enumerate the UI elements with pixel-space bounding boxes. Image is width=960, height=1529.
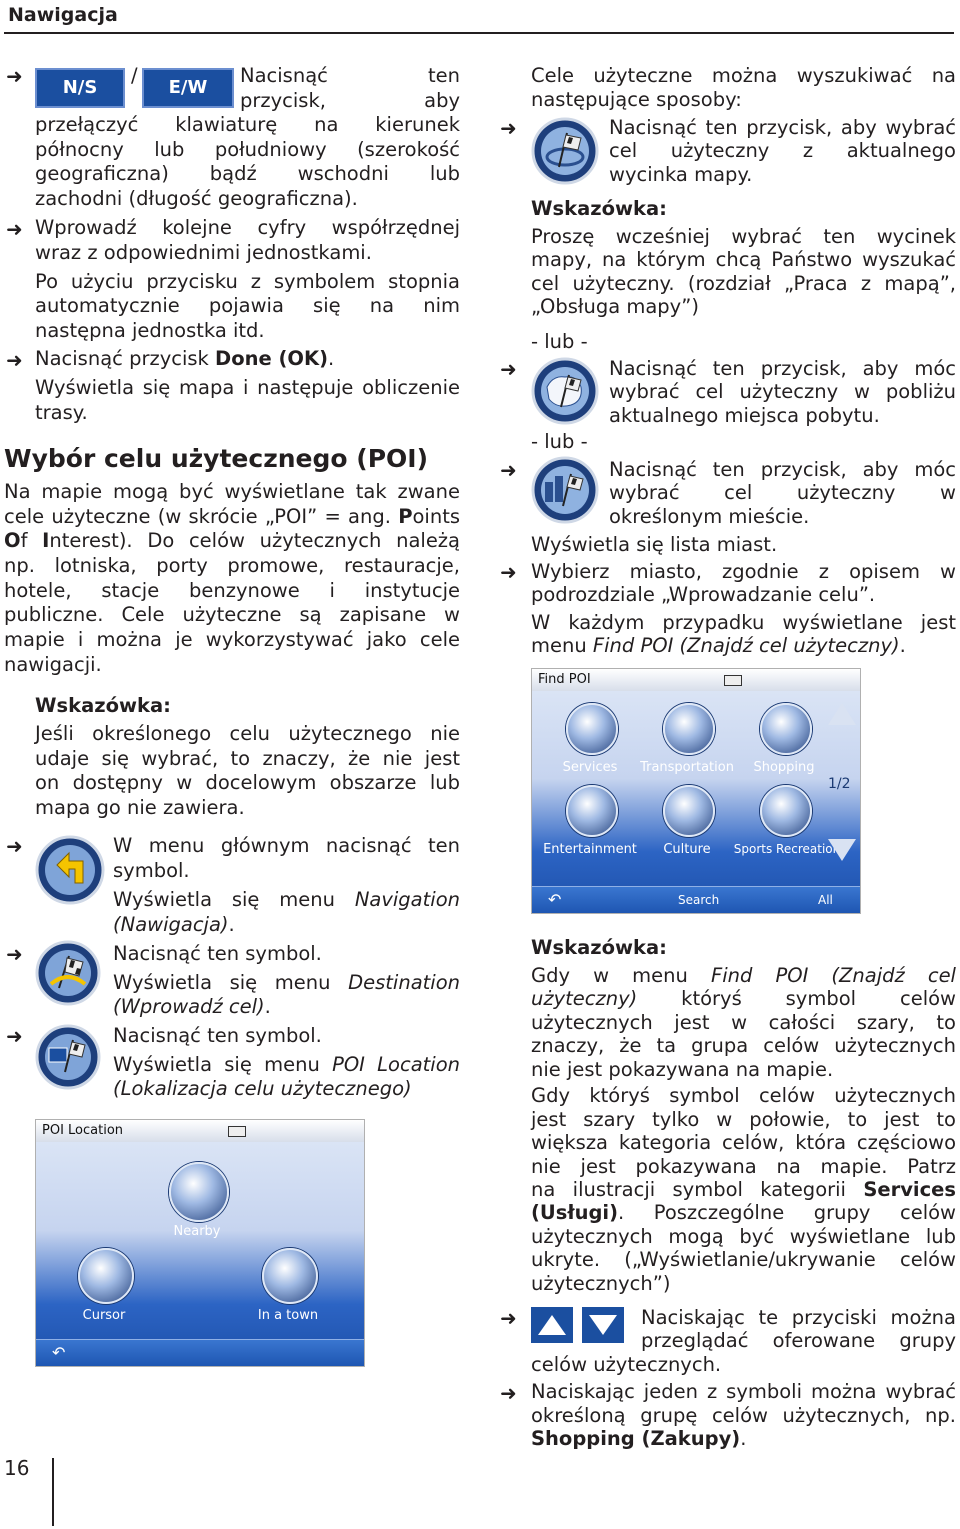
hint-line1: Jeśli określonego celu użytecznego nie bbox=[35, 722, 460, 745]
scroll-down-icon[interactable] bbox=[828, 839, 856, 861]
hint-line3: on dostępny w docelowym obszarze lub bbox=[35, 771, 460, 794]
step2-line: Nacisnąć ten symbol. bbox=[113, 942, 322, 965]
p2-line2: wraz z odpowiednimi jednostkami. bbox=[35, 241, 372, 264]
scroll-line2: przeglądać oferowane grupy bbox=[641, 1329, 956, 1352]
step1-res-b: Navigation bbox=[354, 888, 460, 911]
or-separator-2: - lub - bbox=[531, 430, 588, 453]
arrow-icon: ➜ bbox=[6, 217, 23, 241]
select-line2: określoną grupę celów użytecznych, np. bbox=[531, 1404, 956, 1427]
p4-prefix: Nacisnąć przycisk bbox=[35, 347, 216, 370]
step1-res-d: . bbox=[228, 913, 235, 936]
step2-res-line2 bbox=[113, 995, 460, 1019]
opt3-line1: Nacisnąć ten przycisk, aby móc bbox=[609, 458, 956, 481]
hint2-line7: jest szary tylko w połowie, to jest to bbox=[531, 1108, 956, 1131]
step1-line1: W menu głównym nacisnąć ten bbox=[113, 834, 460, 857]
hint2-line12: użytecznych mogą być wyświetlane lub bbox=[531, 1225, 956, 1248]
down-triangle-icon bbox=[589, 1315, 617, 1335]
hint2-line11 bbox=[531, 1201, 956, 1225]
hint-title: Wskazówka: bbox=[35, 694, 171, 717]
select-bold: Shopping (Zakupy) bbox=[531, 1427, 741, 1450]
culture-label: Culture bbox=[663, 842, 711, 857]
arrow-icon: ➜ bbox=[500, 1306, 517, 1330]
s3-b: f bbox=[20, 529, 43, 552]
entertainment-label: Entertainment bbox=[543, 842, 637, 857]
arrow-icon: ➜ bbox=[500, 116, 517, 140]
s-line1: Na mapie mogą być wyświetlane tak zwane bbox=[4, 480, 460, 503]
arrow-icon: ➜ bbox=[500, 560, 517, 584]
select-line3 bbox=[531, 1427, 956, 1451]
p2-line1: Wprowadź kolejne cyfry współrzędnej bbox=[35, 216, 460, 239]
battery-icon bbox=[228, 1126, 246, 1137]
step3-res-c: (Lokalizacja celu użytecznego) bbox=[113, 1077, 412, 1100]
p3-line1: Po użyciu przycisku z symbolem stopnia bbox=[35, 270, 460, 293]
hint2-line14: użytecznych”) bbox=[531, 1272, 671, 1295]
page-number: 16 bbox=[4, 1456, 30, 1480]
ew-button[interactable]: E/W bbox=[142, 68, 234, 108]
p4-line bbox=[35, 347, 460, 371]
scroll-line3: celów użytecznych. bbox=[531, 1353, 722, 1376]
search-button[interactable]: Search bbox=[678, 893, 720, 907]
step2-res-b: Destination bbox=[348, 971, 460, 994]
opt3-line3: określonym mieście. bbox=[609, 505, 810, 528]
hint2-line6: Gdy któryś symbol celów użytecznych bbox=[531, 1084, 956, 1107]
hint1-line1: Proszę wcześniej wybrać ten wycinek bbox=[531, 225, 956, 248]
ns-button[interactable]: N/S bbox=[35, 68, 125, 108]
hint2-l2a: użyteczny) bbox=[531, 987, 638, 1010]
page-indicator: 1/2 bbox=[828, 776, 851, 792]
transportation-label: Transportation bbox=[640, 760, 734, 775]
section-title: Wybór celu użytecznego (POI) bbox=[4, 444, 428, 473]
hint2-line13: ukryte. („Wyświetlanie/ukrywanie celów bbox=[531, 1248, 956, 1271]
opt2-line2: wybrać cel użyteczny w pobliżu bbox=[609, 380, 956, 403]
opt2-line3: aktualnego miejsca pobytu. bbox=[609, 404, 880, 427]
step3-res-a: Wyświetla się menu bbox=[113, 1053, 333, 1076]
hint2-l10a: na ilustracji symbol kategorii bbox=[531, 1178, 864, 1201]
step3-line: Nacisnąć ten symbol. bbox=[113, 1024, 322, 1047]
each-case-b: menu bbox=[531, 634, 593, 657]
arrow-icon: ➜ bbox=[500, 1381, 517, 1405]
hint2-l11b: . Poszczególne grupy celów bbox=[618, 1201, 956, 1224]
back-icon[interactable]: ↶ bbox=[52, 1343, 66, 1362]
navigation-menu-icon[interactable] bbox=[35, 835, 105, 905]
s-line7: mapie i można je wykorzystywać jako cele bbox=[4, 628, 460, 651]
p4-suffix: . bbox=[328, 347, 335, 370]
services-label: Services bbox=[562, 760, 618, 775]
hint2-line5: nie jest pokazywana na mapie. bbox=[531, 1058, 834, 1081]
s-line6: publiczne. Cele użyteczne są zapisane w bbox=[4, 603, 460, 626]
culture-button[interactable] bbox=[663, 785, 715, 837]
step1-line2: symbol. bbox=[113, 859, 190, 882]
list-info: Wyświetla się lista miast. bbox=[531, 533, 778, 556]
entertainment-button[interactable] bbox=[566, 785, 618, 837]
cursor-label: Cursor bbox=[82, 1308, 126, 1323]
hint2-line3: użytecznych jest w całości szary, to bbox=[531, 1011, 956, 1034]
s-line5: hotele, stacje benzynowe i instytucje bbox=[4, 579, 460, 602]
services-button[interactable] bbox=[566, 703, 618, 755]
shopping-label: Shopping bbox=[753, 760, 815, 775]
hint1-line3: cel użyteczny. (rozdział „Praca z mapą”, bbox=[531, 272, 956, 295]
each-case-d: . bbox=[899, 634, 906, 657]
find-poi-screen bbox=[531, 668, 861, 914]
header-rule bbox=[4, 32, 954, 34]
p1-line2: przycisk, aby bbox=[240, 89, 460, 112]
opt2-line1: Nacisnąć ten przycisk, aby móc bbox=[609, 357, 956, 380]
s-line2 bbox=[4, 505, 460, 529]
s-line4: np. lotniska, porty promowe, restauracje, bbox=[4, 554, 460, 577]
step2-res-c: (Wprowadź cel) bbox=[113, 995, 265, 1018]
hint2-l11a: (Usługi) bbox=[531, 1201, 619, 1224]
arrow-icon: ➜ bbox=[6, 942, 23, 966]
hint1-line4: „Obsługa mapy”) bbox=[531, 295, 699, 318]
p1-line3: przełączyć klawiaturę na kierunek bbox=[35, 113, 460, 136]
transportation-button[interactable] bbox=[663, 703, 715, 755]
hint2-line2 bbox=[531, 987, 956, 1011]
screen-bottom-bar bbox=[532, 886, 860, 913]
all-button[interactable]: All bbox=[818, 893, 833, 907]
shopping-button[interactable] bbox=[760, 703, 812, 755]
arrow-icon: ➜ bbox=[6, 64, 23, 88]
p3-line3: następna jednostka itd. bbox=[35, 319, 265, 342]
step2-res-line1 bbox=[113, 971, 460, 995]
back-icon[interactable]: ↶ bbox=[548, 890, 562, 909]
arrow-icon: ➜ bbox=[500, 357, 517, 381]
opt1-line1: Nacisnąć ten przycisk, aby wybrać bbox=[609, 116, 956, 139]
nearby-button[interactable] bbox=[169, 1162, 229, 1222]
arrow-icon: ➜ bbox=[6, 1024, 23, 1048]
page-number-rule bbox=[52, 1458, 54, 1526]
header-title: Nawigacja bbox=[8, 4, 118, 26]
opt3-line2: wybrać cel użyteczny w bbox=[609, 481, 956, 504]
choose-line2: podrozdziale „Wprowadzanie celu”. bbox=[531, 583, 876, 606]
s2-a: cele użyteczne (w skrócie „POI” = ang. bbox=[4, 505, 399, 528]
opt1-line3: wycinka mapy. bbox=[609, 163, 753, 186]
hint2-line10 bbox=[531, 1178, 956, 1202]
destination-menu-icon[interactable] bbox=[35, 940, 101, 1006]
s3-a: O bbox=[4, 529, 21, 552]
battery-icon bbox=[724, 675, 742, 686]
cursor-button[interactable] bbox=[78, 1248, 134, 1304]
s2-b: P bbox=[398, 505, 413, 528]
hint2-line9: nie jest pokazywana na mapie. Patrz bbox=[531, 1155, 956, 1178]
hint2-line8: większa kategoria celów, która częściowo bbox=[531, 1131, 956, 1154]
scroll-up-button[interactable] bbox=[531, 1307, 573, 1343]
scroll-line1: Naciskając te przyciski można bbox=[641, 1306, 956, 1329]
in-town-poi-icon[interactable] bbox=[531, 456, 599, 524]
or-separator-1: - lub - bbox=[531, 330, 588, 353]
nearby-poi-icon[interactable] bbox=[531, 357, 599, 425]
cursor-poi-icon[interactable] bbox=[531, 117, 599, 185]
nearby-label: Nearby bbox=[173, 1224, 221, 1239]
hint2-l1b: Find POI (Znajdź cel bbox=[711, 964, 956, 987]
intro-line1: Cele użyteczne można wyszukiwać na bbox=[531, 64, 956, 87]
hint1-line2: mapy, na którym chcą Państwo wyszukać bbox=[531, 248, 956, 271]
arrow-icon: ➜ bbox=[6, 348, 23, 372]
step3-res-line1 bbox=[113, 1053, 460, 1077]
intro-line2: następujące sposoby: bbox=[531, 88, 742, 111]
hint2-l2b: któryś symbol celów bbox=[637, 987, 956, 1010]
screen-title: Find POI bbox=[532, 669, 860, 691]
step3-res-b: POI Location bbox=[332, 1053, 460, 1076]
up-triangle-icon bbox=[538, 1315, 566, 1335]
s3-d: nterest). Do celów użytecznych należą bbox=[49, 529, 460, 552]
s-line3 bbox=[4, 529, 460, 553]
hint2-line4: znaczy, że ta grupa celów użytecznych bbox=[531, 1034, 956, 1057]
poi-location-screen bbox=[35, 1119, 365, 1367]
step1-res-c: (Nawigacja) bbox=[113, 913, 229, 936]
step1-res-line2 bbox=[113, 913, 460, 937]
screen-title: POI Location bbox=[36, 1120, 364, 1142]
hint2-title: Wskazówka: bbox=[531, 936, 667, 959]
in-town-button[interactable] bbox=[262, 1248, 318, 1304]
p5-line2: trasy. bbox=[35, 401, 88, 424]
p5-line1: Wyświetla się mapa i następuje obliczenie bbox=[35, 376, 460, 399]
each-case-line1: W każdym przypadku wyświetlane jest bbox=[531, 611, 956, 634]
hint-line4: mapa go nie zawiera. bbox=[35, 796, 245, 819]
arrow-icon: ➜ bbox=[500, 458, 517, 482]
opt1-line2: cel użyteczny z aktualnego bbox=[609, 139, 956, 162]
hint-line2: udaje się wybrać, to znaczy, że nie jest bbox=[35, 747, 460, 770]
step1-res-line1 bbox=[113, 888, 460, 912]
step1-res-a: Wyświetla się menu bbox=[113, 888, 355, 911]
screen-bottom-bar bbox=[36, 1339, 364, 1366]
hint2-l10b: Services bbox=[863, 1178, 956, 1201]
sports-recreation-button[interactable] bbox=[760, 785, 812, 837]
step2-res-d: . bbox=[264, 995, 271, 1018]
hint2-line1 bbox=[531, 964, 956, 988]
slash-text: / bbox=[131, 64, 138, 87]
p1-line4: północny lub południowy (szerokość bbox=[35, 138, 460, 161]
step3-res-line2 bbox=[113, 1077, 460, 1101]
p1-line1: Nacisnąć ten bbox=[240, 64, 460, 87]
sports-recreation-label: Sports Recreation bbox=[733, 842, 841, 856]
each-case-c: Find POI (Znajdź cel użyteczny) bbox=[592, 634, 900, 657]
hint-title-right: Wskazówka: bbox=[531, 197, 667, 220]
p3-line2: automatycznie pojawia się na nim bbox=[35, 294, 460, 317]
p4-done-ok: Done (OK) bbox=[215, 347, 329, 370]
p1-line6: zachodni (długość geograficzna). bbox=[35, 187, 358, 210]
in-town-label: In a town bbox=[257, 1308, 319, 1323]
poi-menu-icon[interactable] bbox=[35, 1024, 101, 1090]
scroll-up-icon[interactable] bbox=[828, 703, 856, 725]
select-end: . bbox=[740, 1427, 747, 1450]
hint2-l1a: Gdy w menu bbox=[531, 964, 711, 987]
scroll-down-button[interactable] bbox=[582, 1307, 624, 1343]
s-line8: nawigacji. bbox=[4, 653, 102, 676]
step2-res-a: Wyświetla się menu bbox=[113, 971, 349, 994]
s3-c: I bbox=[42, 529, 50, 552]
arrow-icon: ➜ bbox=[6, 834, 23, 858]
each-case-line2 bbox=[531, 634, 956, 658]
p1-line5: geograficzna) bądź wschodni lub bbox=[35, 162, 460, 185]
choose-line1: Wybierz miasto, zgodnie z opisem w bbox=[531, 560, 956, 583]
select-line1: Naciskając jeden z symboli można wybrać bbox=[531, 1380, 956, 1403]
s2-c: oints bbox=[412, 505, 460, 528]
